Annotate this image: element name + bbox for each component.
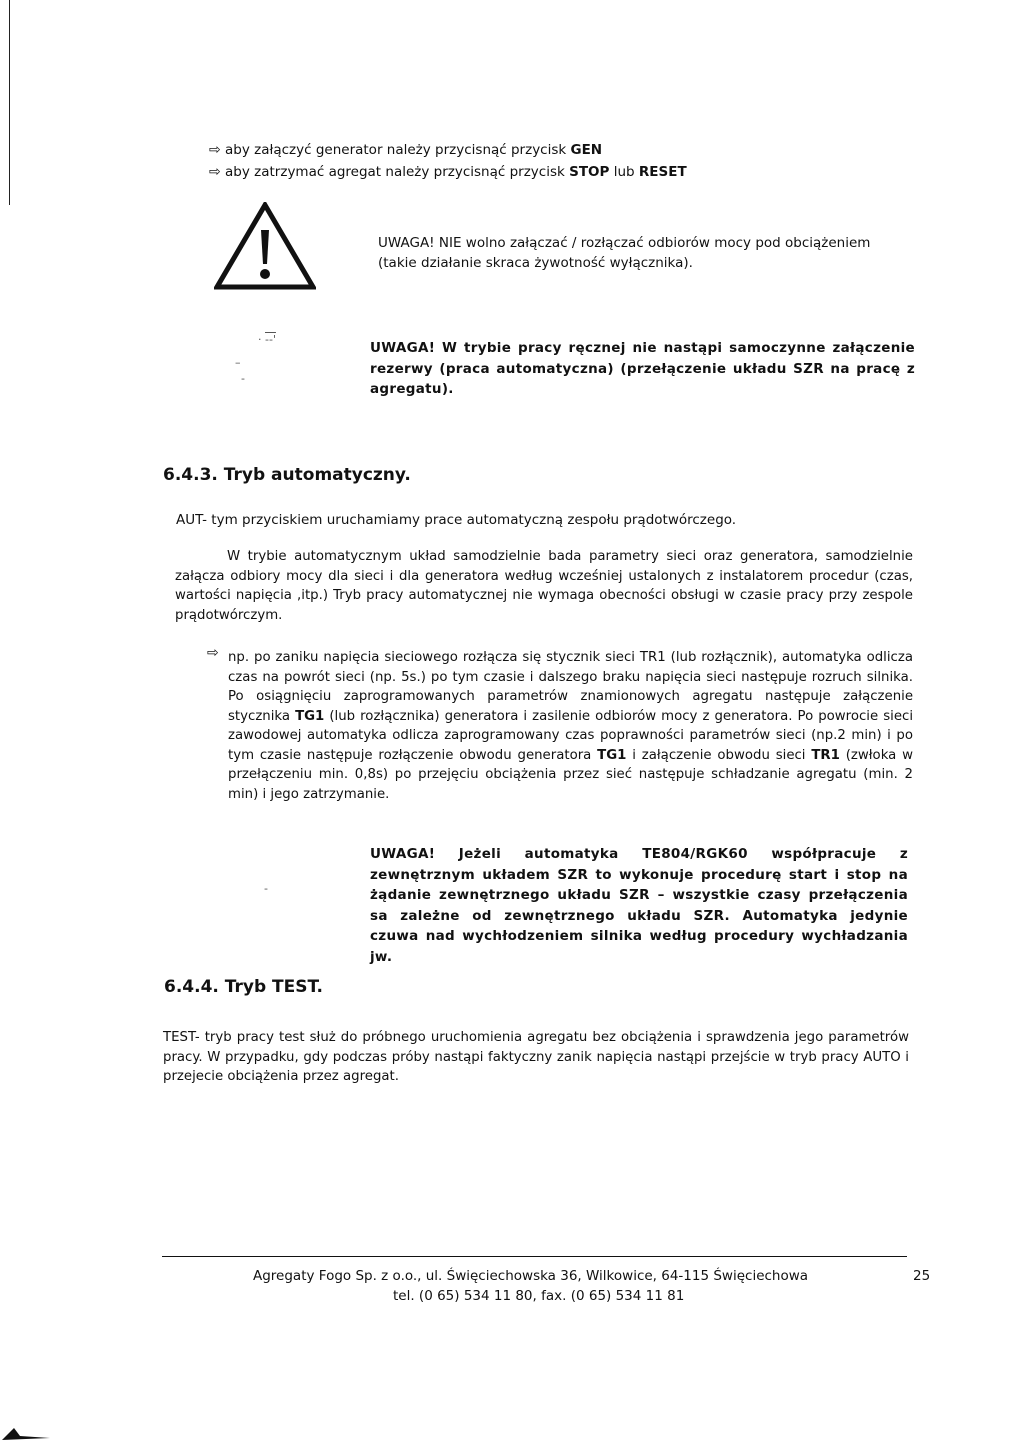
arrow-right-icon: ⇨ — [209, 164, 221, 180]
footer-rule — [162, 1256, 907, 1257]
footer-contact: tel. (0 65) 534 11 80, fax. (0 65) 534 11 81 — [393, 1288, 685, 1304]
page-number: 25 — [913, 1268, 931, 1284]
reset-key-label: RESET — [638, 164, 687, 180]
stop-key-label: STOP — [569, 164, 610, 180]
arrow-right-icon: ⇨ — [207, 645, 219, 661]
section-643-heading: 6.4.3. Tryb automatyczny. — [163, 465, 411, 485]
warning1-line1: UWAGA! NIE wolno załączać / rozłączać odbiorów mocy pod obciążeniem — [378, 235, 871, 251]
gen-instruction: ⇨ aby załączyć generator należy przycisnąć przycisk GEN — [209, 142, 603, 158]
warning-triangle-icon — [214, 202, 316, 290]
footer-address: Agregaty Fogo Sp. z o.o., ul. Święciechowska 36, Wilkowice, 64-115 Święciechowa — [253, 1268, 809, 1284]
scan-corner-mark-icon — [0, 1422, 52, 1442]
scan-smudge: – — [235, 356, 241, 369]
section-644-heading: 6.4.4. Tryb TEST. — [164, 977, 323, 997]
scan-smudge: - — [241, 372, 245, 385]
scan-edge-line — [9, 0, 10, 205]
scan-smudge: - — [264, 882, 268, 895]
warning1-line2: (takie działanie skraca żywotność wyłącznika). — [378, 255, 693, 271]
warning3-text: UWAGA! Jeżeli automatyka TE804/RGK60 współpracuje z zewnętrznym układem SZR to wykonuje procedurę start i stop na żądanie zewnętrznego układu SZR – wszystkie czasy przełączenia sa zależne od zewnętrznego układu SZR. Automatyka jedynie czuwa nad wychłodzeniem silnika według procedury wychładzania jw. — [370, 846, 908, 965]
aut-description: AUT- tym przyciskiem uruchamiamy prace automatyczną zespołu prądotwórczego. — [176, 512, 737, 528]
stop-instruction: ⇨ aby zatrzymać agregat należy przycisnąć przycisk STOP lub RESET — [209, 164, 687, 180]
scan-smudge: · --' — [258, 333, 276, 346]
auto-mode-paragraph: W trybie automatycznym układ samodzielnie bada parametry sieci oraz generatora, samodzielnie załącza odbiory mocy dla sieci i dla generatora według wcześniej ustalonych z instalatorem procedur (czas, wartości napięcia ,itp.) Tryb pracy automatycznej nie wymaga obecności obsługi w czasie pracy przy zespole prądotwórczym. — [175, 549, 913, 623]
arrow-right-icon: ⇨ — [209, 142, 221, 158]
warning2-text: UWAGA! W trybie pracy ręcznej nie nastąpi samoczynne załączenie rezerwy (praca automatyczna) (przełączenie układu SZR na pracę z agregatu). — [370, 340, 915, 397]
test-mode-paragraph: TEST- tryb pracy test służ do próbnego uruchomienia agregatu bez obciążenia i sprawdzenia jego parametrów pracy. W przypadku, gdy podczas próby nastąpi faktyczny zanik napięcia nastąpi przejście w tryb pracy AUTO i przejecie obciążenia przez agregat. — [163, 1030, 909, 1084]
gen-key-label: GEN — [570, 142, 603, 158]
example-paragraph: np. po zaniku napięcia sieciowego rozłącza się stycznik sieci TR1 (lub rozłącznik), automatyka odlicza czas na powrót sieci (np. 5s.) po tym czasie i dalszego braku napięcia sieci następuje rozruch silnika. Po osiągnięciu zaprogramowanych parametrów znamionowych agregatu następuje załączenie stycznika TG1 (lub rozłącznika) generatora i zasilenie odbiorów mocy z generatora. Po powrocie sieci zawodowej automatyka odlicza zaprogramowany czas poprawności parametrów sieci (np.2 min) i po tym czasie następuje rozłączenie obwodu generatora TG1 i załączenie obwodu sieci TR1 (zwłoka w przełączeniu min. 0,8s) po przejęciu obciążenia przez sieć następuje schładzanie agregatu (min. 2 min) i jego zatrzymanie. — [228, 650, 914, 802]
